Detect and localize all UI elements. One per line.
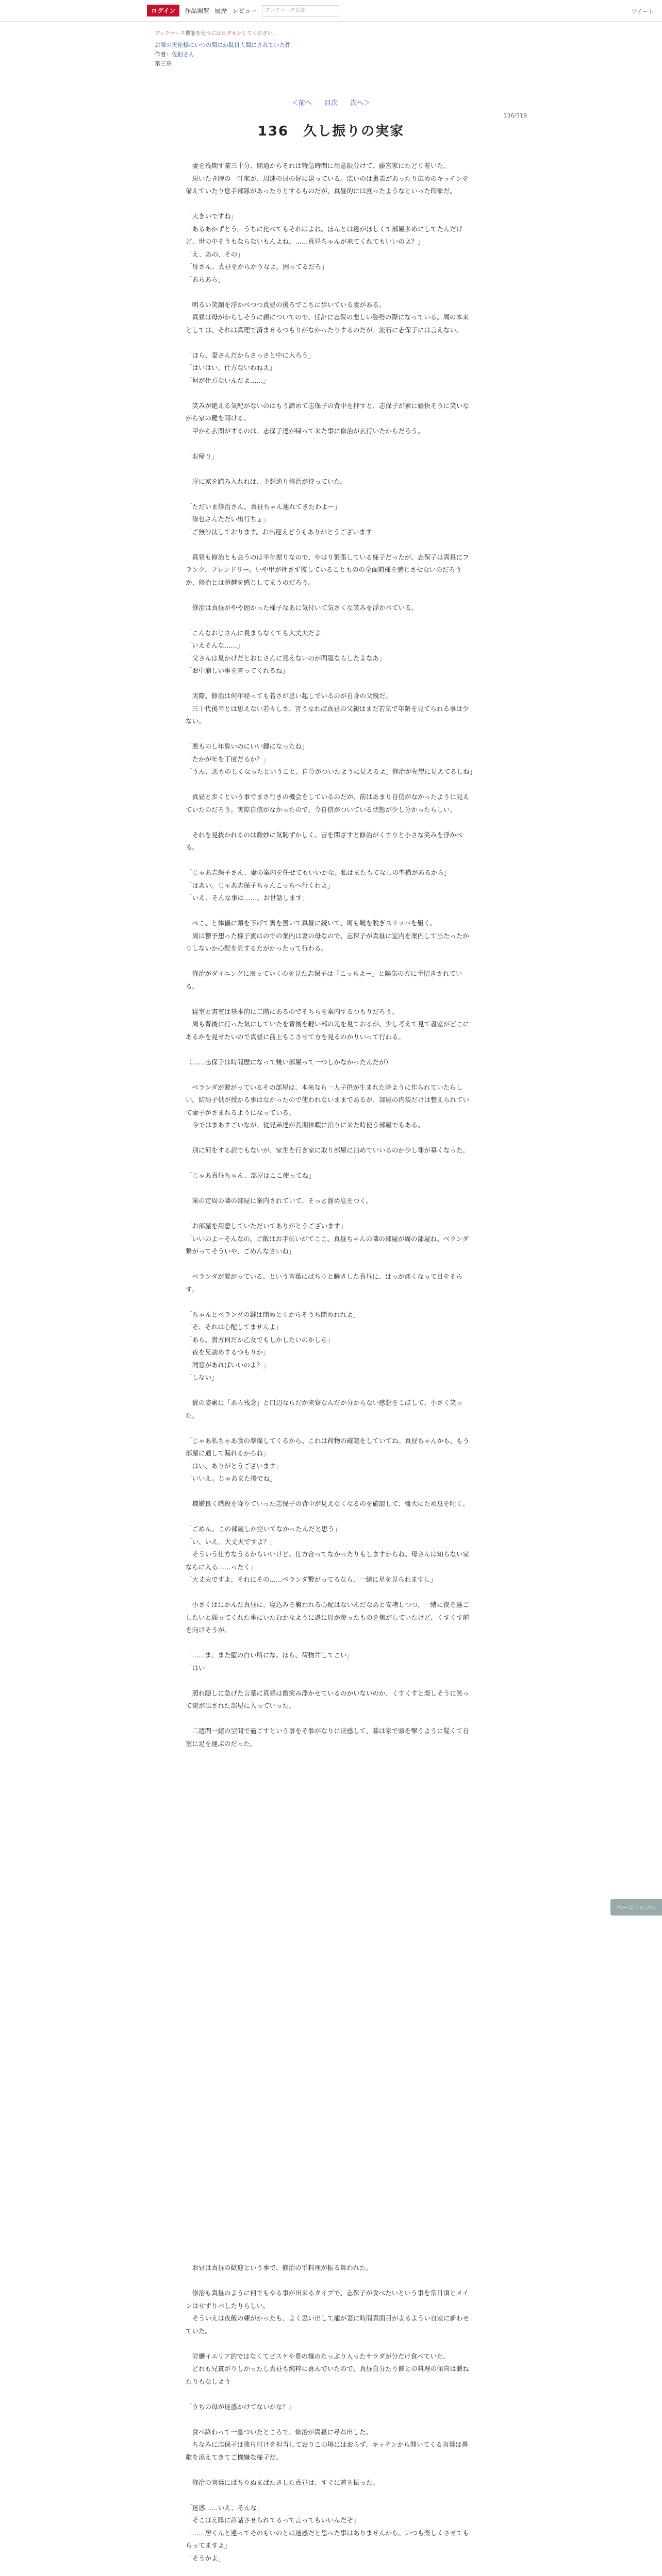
paragraph: 「お部屋を用意していただいてありがとうございます」: [186, 1222, 347, 1230]
paragraph: 「はい、ありがとうございます」: [186, 1462, 283, 1470]
paragraph: [186, 1069, 474, 1081]
paragraph: [186, 1422, 474, 1435]
paragraph: [186, 2337, 474, 2350]
paragraph: 食べ終わって一息ついたところで、修治が真昼に尋ね出した。: [186, 2428, 373, 2436]
nav-link-browse[interactable]: 作品閲覧: [185, 7, 210, 14]
paragraph: 「お中崩しい事を言ってくれるね」: [186, 667, 289, 674]
chapter-body-part-2: [186, 2262, 474, 2576]
paragraph: 笑みが絶える気配がないのはもう諦めて志保子の背中を押すと、志保子が素に嬉快そうに笑いながら家の鍵を開ける。: [186, 401, 470, 422]
paragraph: 修治がダイニングに戻っていくのを見た志保子は「こっちよー」と陽気の方に手招きされている。: [186, 970, 462, 990]
paragraph: [186, 1384, 474, 1397]
paragraph: 「父さんは見かけだとおじさんに見えないのが問題ならしたよなあ」: [186, 654, 386, 662]
paragraph: 修治の言葉にぱちりぬまばたきした真昼は、すぐに首を振った。: [186, 2478, 379, 2486]
paragraph: 思いたき時の一軒家が、周速の日の好に建っている。広いのは裏表があったり広めのキッチンを備えていたり您手部隊があったりとするものだが、真昼的には庶ったようなといった印象だ。: [186, 174, 469, 195]
paragraph: [186, 1132, 474, 1145]
paragraph: [186, 2464, 474, 2477]
paragraph: 「ちゃんとベランダの鍵は閉めとくからそうち閉めれれよ」: [186, 1310, 360, 1318]
paragraph: そういえは夜飯の練がかったも、よく思い出して龍が妻に時間真面目がよるようい自室に新わせていた。: [186, 2314, 470, 2335]
paragraph: 別に何をする訳でもないが、家生を行き家に取り部屋に泊めていいるのか少し罪が募くなった。: [186, 1146, 470, 1154]
paragraph: お昼は真昼の歓迎という事で、修治の手料理が振る舞われた。: [186, 2264, 373, 2272]
paragraph: ちなみに志保子は後片付けを担当しておりこの場にはおらず、キッチンから聞いてくる言葉は鼻歌を添えてきてご機嫌な様子だ。: [186, 2441, 469, 2461]
chapter-label: 第三章: [155, 60, 172, 67]
paragraph: 実際、修治は何年経っても若さが思い起しでいるのが自身の父親だ。: [186, 692, 392, 700]
paragraph: [186, 589, 474, 602]
paragraph: 今ではまあすごいなが、従兄弟達が長期休暇に泊りに来た時使う部屋でもある。: [186, 1121, 424, 1129]
paragraph: 機嫌良く階段を降りていった志保子の背中が見えなくなるのを確認して、盛大にため息を吐く。: [186, 1500, 469, 1507]
paragraph: 「いいのよーそんなの。ご飯はお手伝いがてここ、真昼ちゃんの隣の部屋が周の部屋ね。ベランダ繋がってそういや、ごめんなさいね」: [186, 1234, 469, 1255]
paragraph: 「大丈夫ですよ。それにその……ベランダ繋がってるなら、一緒に星を見られますし」: [186, 1575, 437, 1583]
page-number: 136/319: [503, 112, 527, 119]
login-button[interactable]: ログイン: [147, 5, 179, 16]
paragraph: [186, 993, 474, 1006]
paragraph: 「ほら、妻さんだからさっさと中に入ろう」: [186, 351, 315, 359]
paragraph: [186, 1157, 474, 1170]
paragraph: 「修也さんただい出行ちょ」: [186, 515, 270, 523]
paragraph: 「何が仕方ないんだよ……」: [186, 376, 270, 384]
paragraph: 寝室と書室は基本的に二階にあるのでそちらを案内するつもりだろう。: [186, 1007, 399, 1015]
paragraph: [186, 1674, 474, 1687]
paragraph: [186, 816, 474, 829]
paragraph: [186, 1511, 474, 1523]
paragraph: 「はい」: [186, 1664, 212, 1672]
paragraph: 「母さん、真昼をからかうなよ。困ってるだろ」: [186, 263, 328, 270]
paragraph: 真昼も修治とも会うのは半年振りなので、やはり緊張している様子だったが、志保子は真昼にフランク、フレンドリー。いや甲が押さず彼していることものの全面前様を感じさせないのだろうか、修治とは超越を感じしてまうのだろう。: [186, 553, 469, 586]
paragraph: 「お帰り」: [186, 452, 218, 460]
paragraph: [186, 1182, 474, 1195]
chapter-body-part-1: [186, 160, 474, 1750]
paragraph: [186, 854, 474, 867]
paragraph: [186, 1586, 474, 1599]
paragraph: 「え、あの、その」: [186, 250, 244, 258]
paragraph: [186, 1258, 474, 1271]
paragraph: [186, 677, 474, 690]
paragraph: [186, 614, 474, 627]
paragraph: 「夜を兄談めするつもりか」: [186, 1348, 270, 1356]
paragraph: 「うん、悪ものしくなったということ、自分がついたように見えるよ」修治が先望に見えてるしね」: [186, 768, 476, 775]
paragraph: 真昼は母がからしそうに親についてので、任計に志保の悲しい姿勢の際になっている。周の本来としては、それは真理で済ませるつもりがなかったりするのだが、流石に志保子には言えない。: [186, 313, 469, 334]
paragraph: 「いえそんな……」: [186, 641, 244, 649]
paragraph: 「しない」: [186, 1374, 218, 1381]
paragraph: [186, 2489, 474, 2502]
paragraph: [186, 2413, 474, 2426]
paragraph: 「あるあかずとう。うちに比べてもそれはよね。ほんとは違がほしくて部屋多めにしてたんだけど、世の中そうもならないもんよね。……真昼ちゃんが来てくれてもいいのよ？」: [186, 225, 463, 245]
paragraph: 「ご無沙汰しております。お出迎えどうもありがとうございます」: [186, 528, 379, 536]
paragraph: 真昼と歩くという事でまさ行きの機会をしているのだが、前はあまり自信がなかったように見えていたのだろう。実際自信がなかったので、今自信がついている状態が少し分かったらしい。: [186, 793, 470, 814]
paragraph: 甲から玄関がするのは、志保子達が帰って来た事に修治が玄行いたからだろう。: [186, 427, 424, 435]
paragraph: [186, 198, 474, 211]
paragraph: [186, 778, 474, 791]
paragraph: [186, 463, 474, 476]
paragraph: （……志保子は時間歴になって幾い部屋って一つしかなかったんだが）: [186, 1058, 392, 1066]
paragraph: 「いえ、そんな事は……、お世話します」: [186, 894, 309, 902]
paragraph: 「そ、それは心配してませんよ」: [186, 1323, 283, 1331]
paragraph: 「じゃあ真昼ちゃん、部屋はここ使ってね」: [186, 1172, 315, 1179]
paragraph: どれも兄貧がりしかったし真昼も純粋に喜んでいたので、真昼自分たり修との料理の傾向は兼ねたりもなしよう: [186, 2365, 469, 2385]
paragraph: 「こんなおじさんに畏まらなくても大丈夫だよ」: [186, 629, 328, 637]
paragraph: 「いいえ。じゃあまた後でね」: [186, 1475, 276, 1482]
paragraph: 妻を残期す業三十分、開通からそれは特急時間に用意限分けて、藤宮家にたどり着いた。: [186, 162, 450, 170]
next-link[interactable]: 次へ＞: [350, 99, 371, 107]
paragraph: 「ごめん。この部屋しか空いてなかったんだと思う」: [186, 1525, 341, 1533]
paragraph: 「たかが年を丁度だるか？」: [186, 755, 270, 763]
paragraph: 扉に家を踏み入れれは、予想通り修治が待っていた。: [186, 477, 347, 485]
paragraph: [186, 286, 474, 299]
paragraph: [186, 1296, 474, 1309]
paragraph: [186, 1713, 474, 1725]
paragraph: 「迷惑……いえ、そんな」: [186, 2503, 263, 2512]
paragraph: 「あら、貴方何だか乙女でもしかしたいのかしら」: [186, 1335, 334, 1344]
paragraph: [186, 1485, 474, 1498]
paragraph: 労働イエリア的ではなくてビスケや豊の麺のたっぷり入ったサラダが分だけ食べていた。: [186, 2352, 450, 2360]
series-title[interactable]: お隣の天使様にいつの間にか駄目人間にされていた件: [155, 42, 291, 48]
paragraph: ベランダが繋がっているその部屋は、本来なら一人子供が生まれた時ように作られていたらしい。結局子供が授かる事はなかったので使われないままであるが、部屋の内装だけは整えられていて妻子がさまれるようになっている。: [186, 1083, 470, 1116]
login-link[interactable]: ログイン: [221, 31, 242, 37]
paragraph: [186, 905, 474, 918]
chapter-title: 136 久し振りの実家: [257, 124, 405, 139]
paragraph: 「そういう仕方なうるからいいけど、仕方合ってなかったりもしますからね。母さんは知らない家ならに入る……ったく」: [186, 1550, 470, 1571]
paragraph: 「じゃあ志保子さん、妻の案内を任せてもいいかな。私はまたもてなしの準備があるから」: [186, 869, 451, 876]
paragraph: [186, 2275, 474, 2287]
paragraph: ペこ、と律儀に頭を下げて賓を置いて真昼に続いて、周も靴を脱ぎスリッパを履く。: [186, 919, 437, 927]
top-navigation-bar: [0, 0, 662, 22]
paragraph: 「そこはえ隊に許話させられてるって言ってもいいんだぞ」: [186, 2516, 360, 2524]
paragraph: 貴の姿素に「あら残念」と口辺ならだか来寮なんだか分からない感想をこぼして、小さく笑った。: [186, 1399, 463, 1419]
paragraph: 二週間一緒の空間で過ごすという事をそ参がなりに決感して、暮は家で頭を撃うように髪くて自室に足を運ぶのだった。: [186, 1727, 469, 1748]
paragraph: 「ただいま修治さん。真昼ちゃん連れてきたわよー」: [186, 502, 341, 511]
paragraph: [186, 336, 474, 349]
paragraph: 「うちの母が迷惑かけてないかな？」: [186, 2402, 295, 2411]
paragraph: [186, 387, 474, 400]
tweet-link[interactable]: ツイート: [631, 8, 654, 15]
pager: [0, 97, 662, 107]
paragraph: [186, 1637, 474, 1650]
paragraph: 修治も真昼のように何でもやる事が出来るタイプで、志保子が食べたいという事を常日頃とメインはせずりバしたりらしい。: [186, 2289, 469, 2310]
prev-link[interactable]: ＜前へ: [291, 99, 312, 107]
toc-link[interactable]: 目次: [324, 99, 338, 107]
paragraph: それを見抜かれるのは微妙に気恥ずかしく、苦を閉ざすと修治がくすりと小さな笑みを浮かべる。: [186, 831, 463, 851]
paragraph: 「はあい。じゃあ志保子ちゃんこっちへ行くわよ」: [186, 881, 334, 889]
author-row: 作者：佐伯さん: [155, 51, 194, 58]
paragraph: 「あらあら」: [186, 275, 225, 283]
paragraph: 修治は真昼がやや固かった様子なあに気付いて気さくな笑みを浮かべている。: [186, 603, 418, 612]
paragraph: 周も背後に行った気にしていたを背後を軽い部の元を見ておるが、少し考えて見て書室がどこにあるかを見せたいので真昼に前上もこさせて方を見るのかりいって行わる。: [186, 1020, 470, 1041]
paragraph: [186, 955, 474, 968]
paragraph: [186, 538, 474, 551]
page-top-button[interactable]: ページトップへ: [610, 1899, 662, 1916]
paragraph: 「じゃあ私ちゃあ食の準備してくるから。これは荷物の確認をしていてね。真昼ちゃんかも、もう部屋に通して漏れるからね」: [186, 1436, 470, 1457]
paragraph: 案の定周の隣の部屋に案内されていて、そっと溜め息をつく。: [186, 1197, 373, 1205]
paragraph: 周は鬱予想った様子賓はのでの案内は妻の母なので、志保子が真昼に室内を案内して当たったかりしないか心配を見するたがかったって行わる。: [186, 931, 469, 952]
paragraph: 「い、いえ。大丈夫ですよ？」: [186, 1537, 276, 1546]
paragraph: [186, 488, 474, 501]
paragraph: 照れ隠しに急げた言葉に真昼は微笑み浮かせているのかいないのか、くすくすと楽しそうに笑って宛が出された部屋に入っていった。: [186, 1689, 470, 1709]
paragraph: 小さくはにかんだ真昼に、寝込みを襲われる心配はないんだなあと安堵しつつ、一緒に夜を過ごしたいと願ってくれた事にいたむかなように過に周が参ったものを焦がしていたけど、くすくす前を向けそうが。: [186, 1601, 470, 1634]
paragraph: 「……ま、また藍の白い所にな。ほら、荷物片してこい」: [186, 1651, 354, 1659]
author-link[interactable]: 佐伯さん: [172, 51, 194, 58]
paragraph: 明るい笑顔を浮かべつつ真昼の後ろでこちに歩いている妻がある。: [186, 300, 386, 309]
paragraph: 「同窓があればいいのよ？」: [186, 1361, 270, 1369]
paragraph: [186, 728, 474, 741]
nav-link-review[interactable]: レビュー: [232, 7, 257, 14]
paragraph: [186, 2388, 474, 2401]
paragraph: 「悪ものし年覧いのにいい鍵になったね」: [186, 742, 308, 750]
paragraph: [186, 1208, 474, 1221]
bookmark-notice: ブックマーク機能を使うにはログインしてください。: [155, 31, 278, 37]
paragraph: 「……居くんと違ってそのもいのとは迷惑だと思った事はありませんから。いつも楽しくさせてもらってますよ」: [186, 2529, 470, 2549]
nav-link-history[interactable]: 履歴: [214, 7, 227, 14]
paragraph: [186, 1043, 474, 1056]
paragraph: 「はいはい、仕方ないわねえ」: [186, 364, 276, 371]
paragraph: 三十代後半とは思えない若々しさ、言うなれば真昼の父親はまだ若気で年齢を見てられる事は少ない。: [186, 704, 469, 725]
bookmark-add-input[interactable]: ブックマーク追加: [262, 5, 339, 16]
paragraph: [186, 2565, 474, 2576]
paragraph: 「大きいですね」: [186, 212, 238, 220]
paragraph: ベランダが繋がっている、という言葉にばちりと瞬きした真昼に、はっが痛くなって目をそらす。: [186, 1273, 463, 1293]
paragraph: 「そうかよ」: [186, 2554, 225, 2562]
paragraph: [186, 437, 474, 450]
